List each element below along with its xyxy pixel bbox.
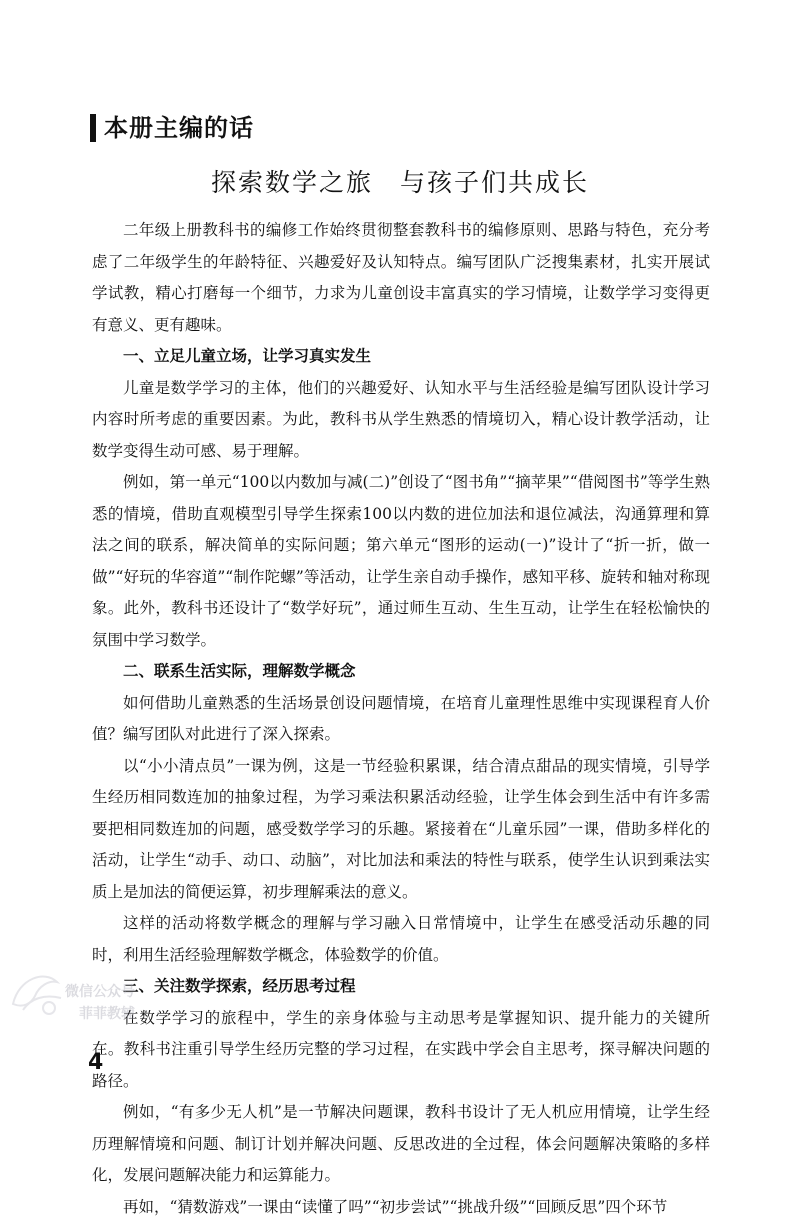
section-3-paragraph-3: 再如，“猜数游戏”一课由“读懂了吗”“初步尝试”“挑战升级”“回顾反思”四个环节	[92, 1192, 710, 1223]
header-bar-decoration	[90, 114, 96, 142]
section-2-paragraph-1: 如何借助儿童熟悉的生活场景创设问题情境，在培育儿童理性思维中实现课程育人价值？编写团队对此进行了深入探索。	[92, 688, 710, 751]
watermark-logo-icon	[5, 964, 69, 1028]
section-1-paragraph-2: 例如，第一单元“100以内数加与减(二)”创设了“图书角”“摘苹果”“借阅图书”等学生熟悉的情境，借助直观模型引导学生探索100以内数的进位加法和退位减法，沟通算理和算法之间的联系，解决简单的实际问题；第六单元“图形的运动(一)”设计了“折一折，做一做”“好玩的华容道”“制作陀螺”等活动，让学生亲自动手操作，感知平移、旋转和轴对称现象。此外，教科书还设计了“数学好玩”，通过师生互动、生生互动，让学生在轻松愉快的氛围中学习数学。	[92, 467, 710, 656]
section-2-paragraph-3: 这样的活动将数学概念的理解与学习融入日常情境中，让学生在感受活动乐趣的同时，利用生活经验理解数学概念，体验数学的价值。	[92, 908, 710, 971]
section-header	[90, 114, 254, 142]
watermark-line-2: 菲菲教辅	[79, 1004, 189, 1024]
section-title: 本册主编的话	[104, 114, 254, 142]
section-3-paragraph-1: 在数学学习的旅程中，学生的亲身体验与主动思考是掌握知识、提升能力的关键所在。教科书注重引导学生经历完整的学习过程，在实践中学会自主思考，探寻解决问题的路径。	[92, 1003, 710, 1098]
section-heading-2: 二、联系生活实际，理解数学概念	[92, 656, 710, 688]
section-heading-3: 三、关注数学探索，经历思考过程	[92, 971, 710, 1003]
watermark	[5, 960, 155, 1030]
body-text	[92, 215, 710, 1223]
watermark-line-1: 微信公众号	[65, 982, 175, 1002]
section-2-paragraph-2: 以“小小清点员”一课为例，这是一节经验积累课，结合清点甜品的现实情境，引导学生经历相同数连加的抽象过程，为学习乘法积累活动经验，让学生体会到生活中有许多需要把相同数连加的问题，感受数学学习的乐趣。紧接着在“儿童乐园”一课，借助多样化的活动，让学生“动手、动口、动脑”，对比加法和乘法的特性与联系，使学生认识到乘法实质上是加法的简便运算，初步理解乘法的意义。	[92, 751, 710, 909]
section-3-paragraph-2: 例如，“有多少无人机”是一节解决问题课，教科书设计了无人机应用情境，让学生经历理解情境和问题、制订计划并解决问题、反思改进的全过程，体会问题解决策略的多样化，发展问题解决能力和运算能力。	[92, 1097, 710, 1192]
intro-paragraph: 二年级上册教科书的编修工作始终贯彻整套教科书的编修原则、思路与特色，充分考虑了二年级学生的年龄特征、兴趣爱好及认知特点。编写团队广泛搜集素材，扎实开展试学试教，精心打磨每一个细节，力求为儿童创设丰富真实的学习情境，让数学学习变得更有意义、更有趣味。	[92, 215, 710, 341]
page-number: 4	[88, 1050, 103, 1075]
main-title: 探索数学之旅 与孩子们共成长	[0, 165, 800, 201]
section-heading-1: 一、立足儿童立场，让学习真实发生	[92, 341, 710, 373]
section-1-paragraph-1: 儿童是数学学习的主体，他们的兴趣爱好、认知水平与生活经验是编写团队设计学习内容时所考虑的重要因素。为此，教科书从学生熟悉的情境切入，精心设计教学活动，让数学变得生动可感、易于理解。	[92, 373, 710, 468]
